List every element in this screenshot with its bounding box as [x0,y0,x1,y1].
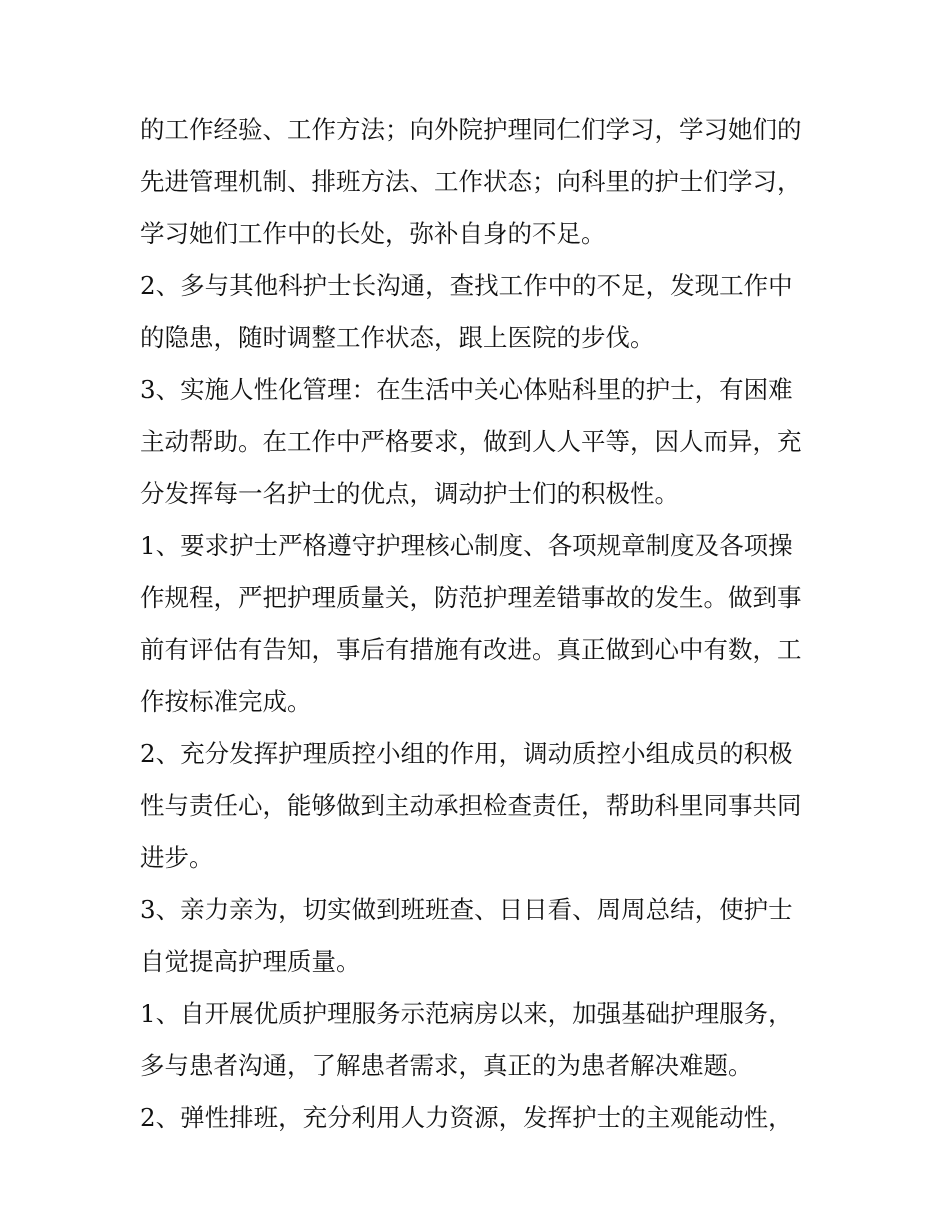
text-line: 2、多与其他科护士长沟通，查找工作中的不足，发现工作中 [140,271,793,300]
text-line: 3、实施人性化管理：在生活中关心体贴科里的护士，有困难 [140,375,793,404]
text-line: 学习她们工作中的长处，弥补自身的不足。 [140,219,606,248]
text-line: 2、充分发挥护理质控小组的作用，调动质控小组成员的积极 [140,739,793,768]
text-line: 性与责任心，能够做到主动承担检查责任，帮助科里同事共同 [140,791,802,820]
text-line: 主动帮助。在工作中严格要求，做到人人平等，因人而异，充 [140,427,802,456]
text-line: 作规程，严把护理质量关，防范护理差错事故的发生。做到事 [140,583,802,612]
text-line: 作按标准完成。 [140,687,312,716]
text-line: 前有评估有告知，事后有措施有改进。真正做到心中有数，工 [140,635,802,664]
text-line: 分发挥每一名护士的优点，调动护士们的积极性。 [140,479,679,508]
text-line: 自觉提高护理质量。 [140,947,361,976]
text-line: 进步。 [140,843,214,872]
text-line: 1、自开展优质护理服务示范病房以来，加强基础护理服务， [140,999,793,1028]
text-line: 的隐患，随时调整工作状态，跟上医院的步伐。 [140,323,655,352]
text-line: 1、要求护士严格遵守护理核心制度、各项规章制度及各项操 [140,531,793,560]
text-line: 3、亲力亲为，切实做到班班查、日日看、周周总结，使护士 [140,895,793,924]
document-body [140,104,820,1144]
text-line: 多与患者沟通，了解患者需求，真正的为患者解决难题。 [140,1051,753,1080]
text-line: 先进管理机制、排班方法、工作状态；向科里的护士们学习， [140,167,802,196]
text-line: 2、弹性排班，充分利用人力资源，发挥护士的主观能动性， [140,1103,793,1132]
text-line: 的工作经验、工作方法；向外院护理同仁们学习，学习她们的 [140,115,802,144]
